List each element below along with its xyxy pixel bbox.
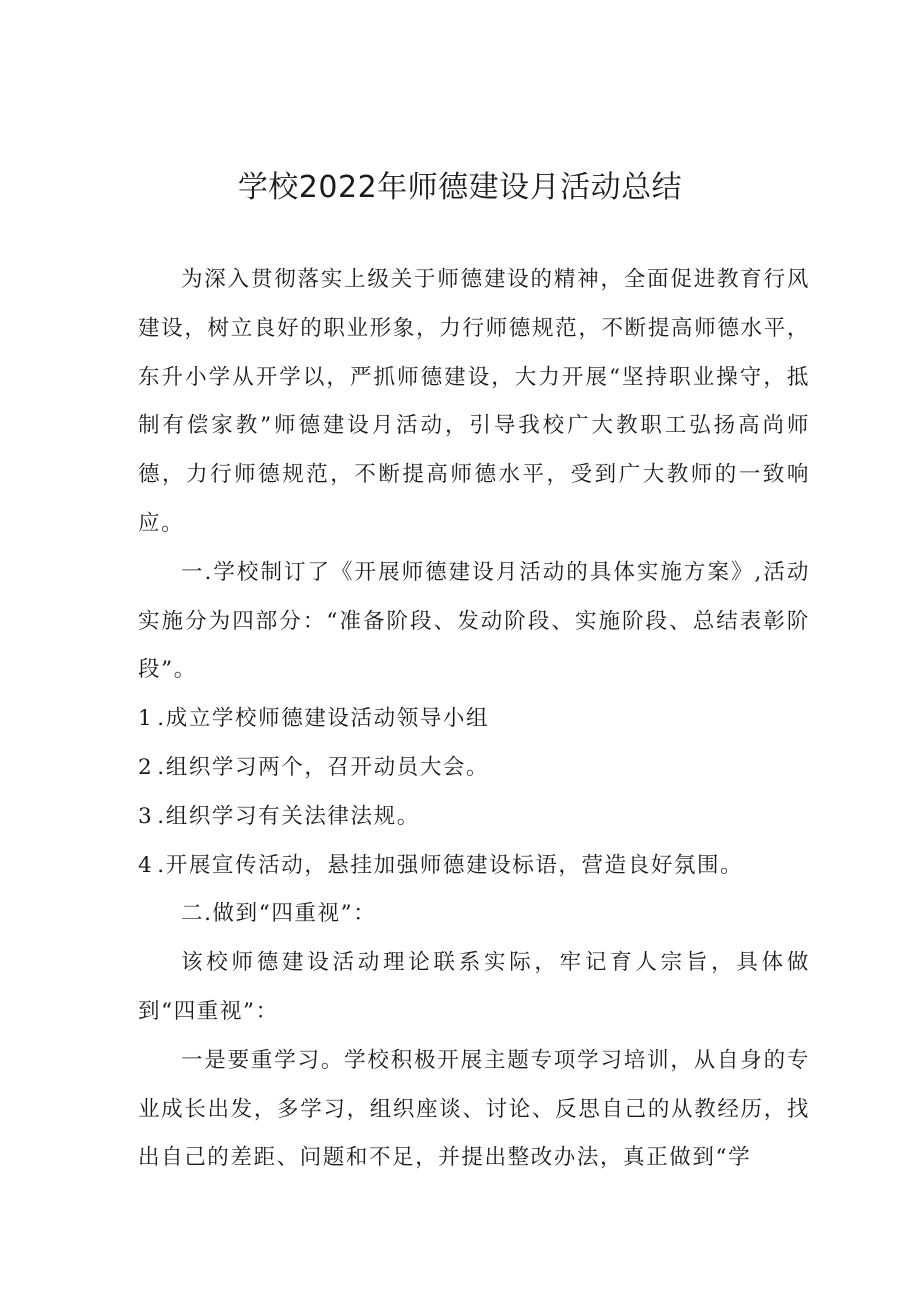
list-item — [138, 842, 810, 891]
list-item — [138, 744, 810, 793]
intro-paragraph: 为深入贯彻落实上级关于师德建设的精神，全面促进教育行风建设，树立良好的职业形象，力行师德规范，不断提高师德水平，东升小学从开学以，严抓师德建设，大力开展“坚持职业操守，抵制有偿家教”师德建设月活动，引导我校广大教职工弘扬高尚师德，力行师德规范，不断提高师德水平，受到广大教师的一致响应。 — [138, 267, 810, 536]
section-two-point-one: 一是要重学习。学校积极开展主题专项学习培训，从自身的专业成长出发，多学习，组织座谈、讨论、反思自己的从教经历，找出自己的差距、问题和不足，并提出整改办法，真正做到“学 — [138, 1047, 810, 1171]
list-item — [138, 695, 810, 744]
document-title: 学校2022年师德建设月活动总结 — [237, 170, 683, 205]
list-item-number: 3 — [138, 803, 154, 829]
section-one-paragraph: 一.学校制订了《开展师德建设月活动的具体实施方案》,活动实施分为四部分：“准备阶段、发动阶段、实施阶段、总结表彰阶段”。 — [138, 559, 810, 683]
list-item — [138, 793, 810, 842]
document-body — [138, 256, 810, 1183]
list-item-number: 4 — [138, 852, 154, 878]
list-item-text: .组织学习有关法律法规。 — [157, 803, 420, 829]
list-item-number: 1 — [138, 706, 154, 732]
list-item-number: 2 — [138, 754, 154, 780]
list-item-text: .成立学校师德建设活动领导小组 — [157, 706, 490, 732]
section-two-intro: 该校师德建设活动理论联系实际，牢记育人宗旨，具体做到“四重视”： — [138, 950, 810, 1024]
list-item-text: .开展宣传活动，悬挂加强师德建设标语，营造良好氛围。 — [157, 852, 744, 878]
section-two-heading: 二.做到“四重视”： — [181, 901, 377, 927]
list-item-text: .组织学习两个，召开动员大会。 — [157, 754, 490, 780]
